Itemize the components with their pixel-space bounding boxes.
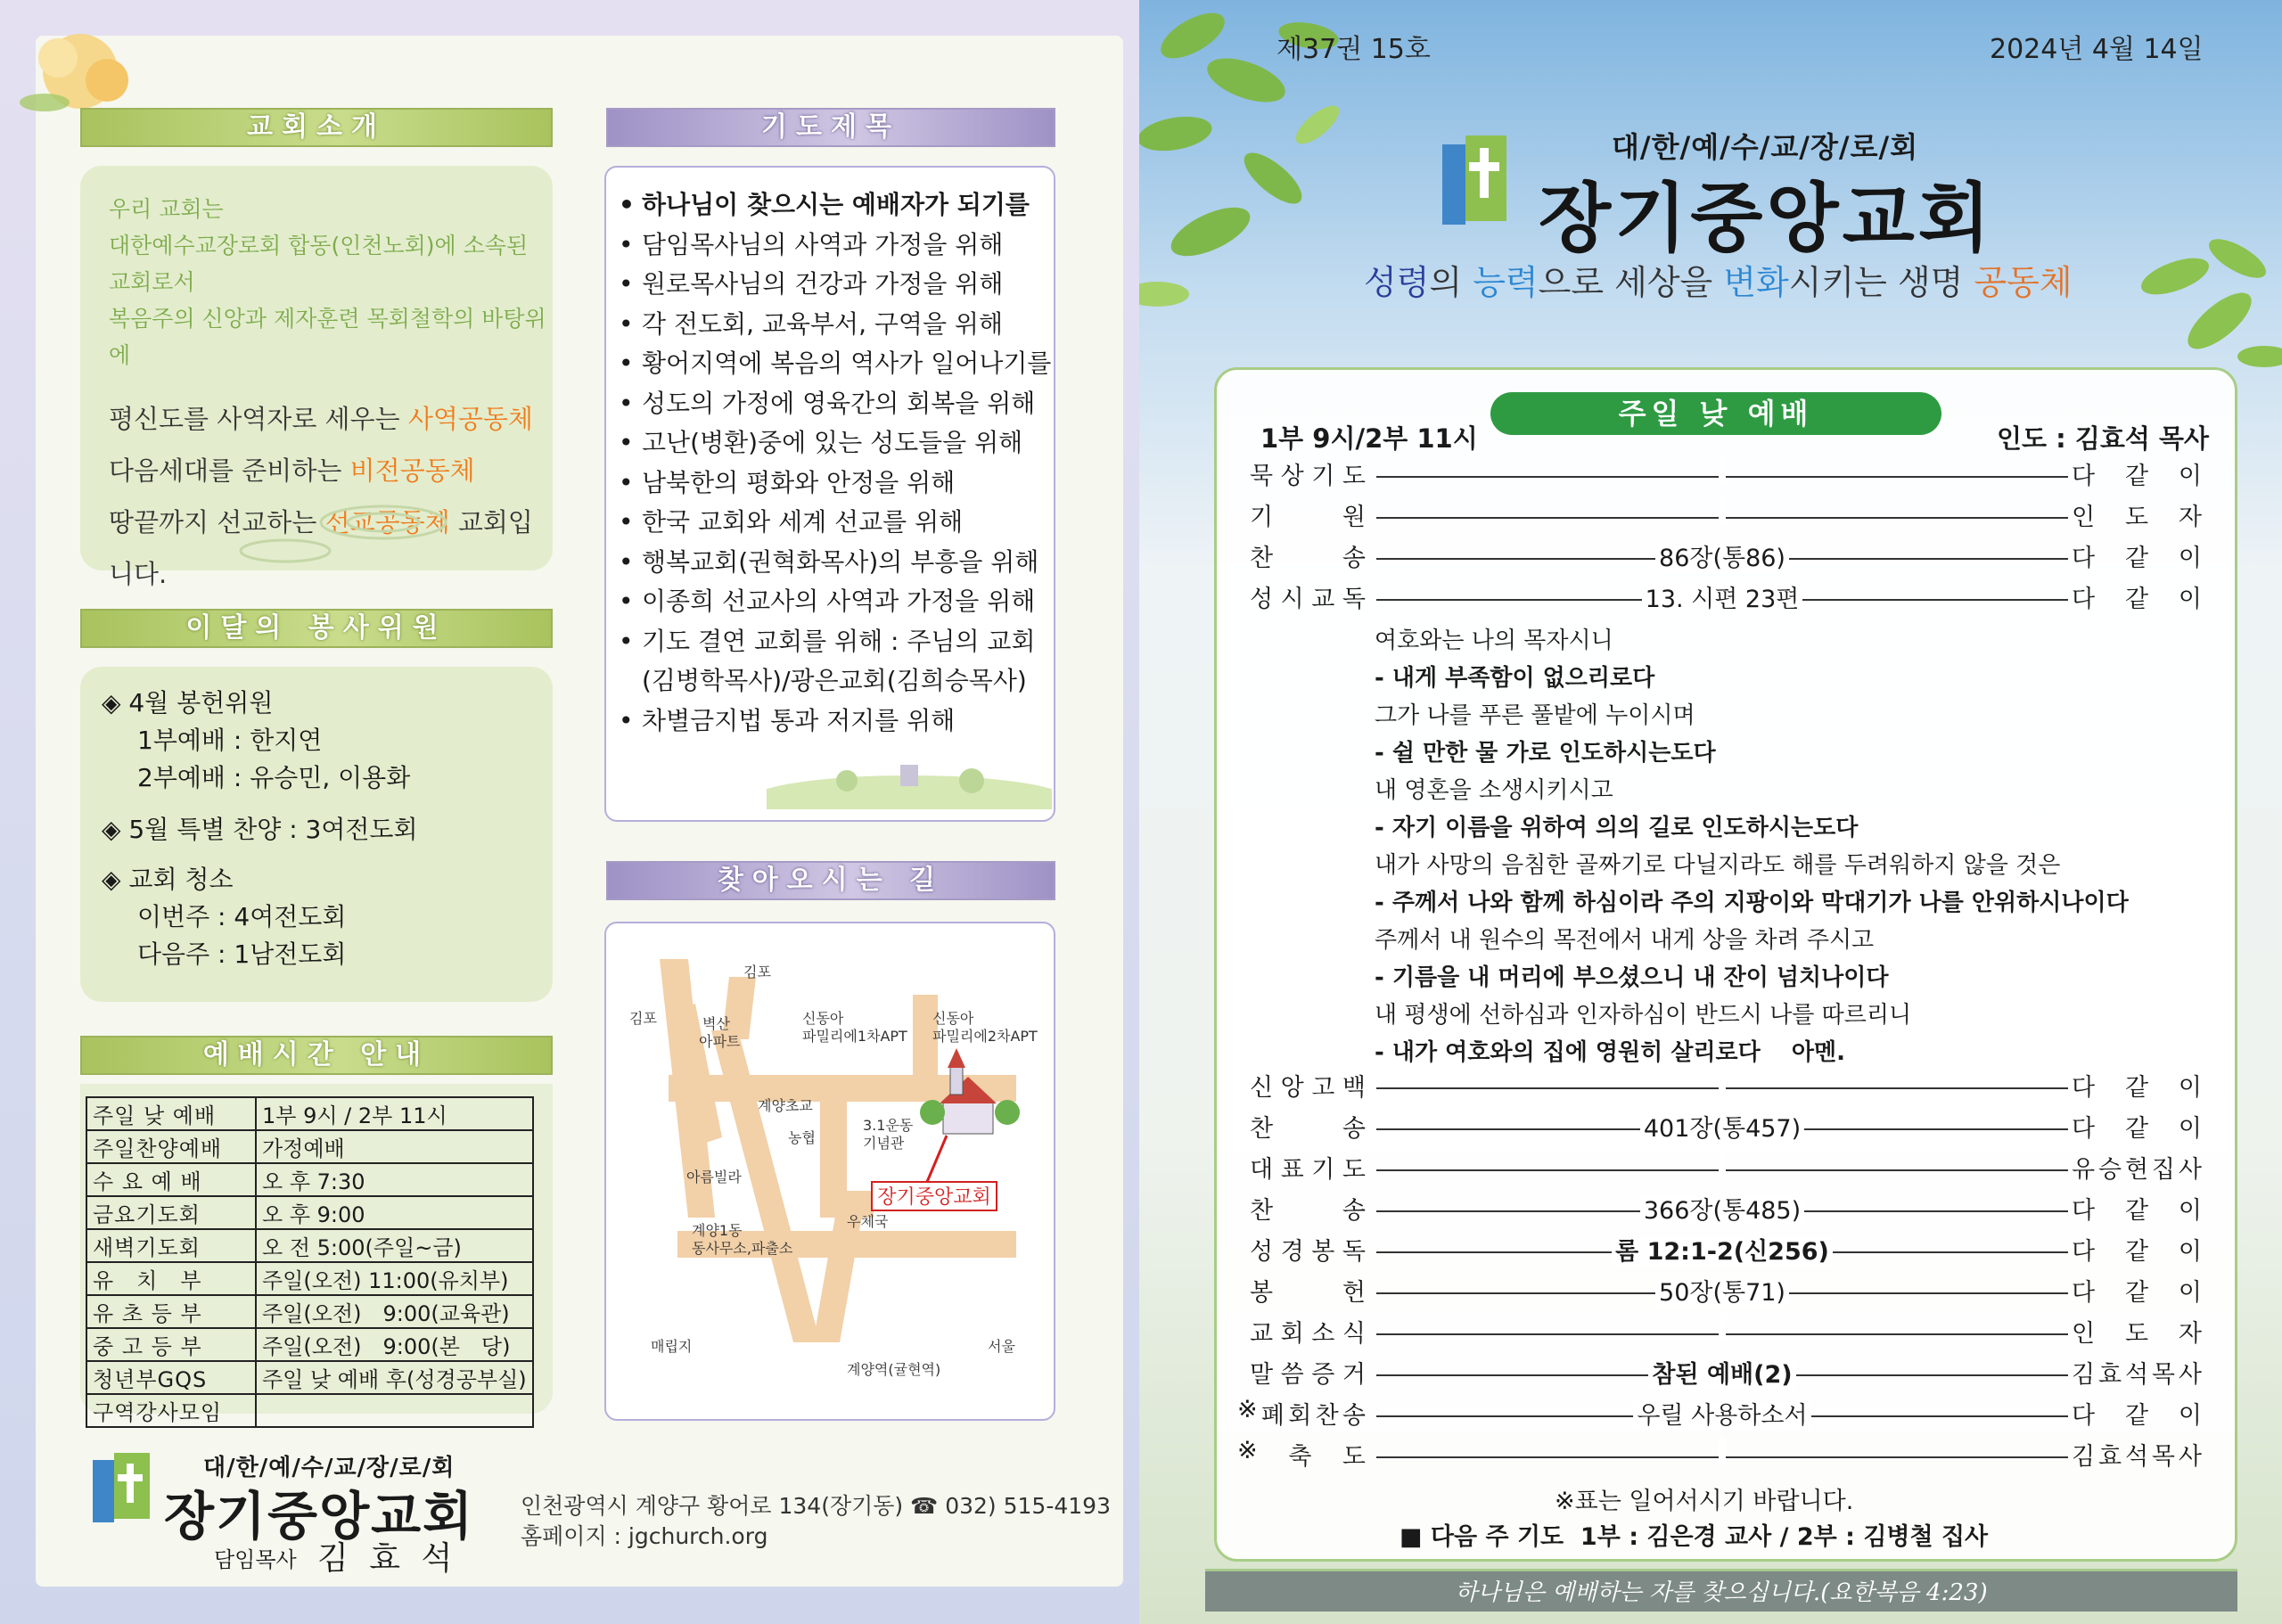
map-label: 매립지: [651, 1338, 693, 1355]
responsive-reading: [1375, 622, 2129, 1071]
order-label: 찬 송: [1250, 1115, 1366, 1143]
order-person: 다 같 이: [2072, 1279, 2202, 1307]
list-item: • 남북한의 평화와 안정을 위해: [619, 463, 1051, 504]
table-row: 금요기도회 오 후 9:00: [86, 1196, 533, 1229]
order-detail: [1376, 1396, 2068, 1431]
reading-line: - 기름을 내 머리에 부으셨으니 내 잔이 넘치나이다: [1375, 964, 1889, 991]
motto: [1364, 255, 2073, 304]
order-row: [1250, 1109, 2202, 1150]
servants-box: [80, 667, 553, 1002]
servants-head: ◈ 교회 청소: [102, 865, 234, 894]
motto-part: 으로 세상을: [1538, 263, 1724, 302]
intro-text: 복음주의 신앙과 제자훈련 목회철학의 바탕위에: [109, 306, 546, 368]
prayer-title: 기도제목: [606, 108, 1055, 147]
order-label: 묵 상 기 도: [1250, 463, 1366, 490]
order-detail: [1376, 1232, 2068, 1267]
order-detail-text: 366장(통485): [1640, 1197, 1804, 1225]
table-row: 구역강사모임: [86, 1394, 533, 1427]
order-person: 김 효 석 목 사: [2072, 1443, 2202, 1471]
order-detail-text: 참된 예배(2): [1648, 1361, 1795, 1389]
header-denomination: 대/한/예/수/교/장/로/회: [1612, 130, 1919, 164]
list-item: • 성도의 가정에 영육간의 회복을 위해: [619, 384, 1051, 424]
church-logo-icon: [1442, 135, 1506, 230]
order-label: 성 시 교 독: [1250, 586, 1366, 613]
order-detail: [1376, 1314, 2068, 1341]
list-item: • 원로목사님의 건강과 가정을 위해: [619, 265, 1051, 305]
map-label: 3.1운동: [863, 1117, 914, 1134]
order-detail: [1376, 579, 2068, 614]
servants-title: 이달의 봉사위원: [80, 609, 553, 648]
service-title: 주일 낮 예배: [1490, 392, 1941, 435]
order-person: 다 같 이: [2072, 545, 2202, 572]
church-logo-icon: [93, 1453, 150, 1526]
reading-line: 여호와는 나의 목자시니: [1375, 627, 1613, 654]
footer-church-name: 장기중앙교회: [164, 1486, 475, 1546]
order-detail: [1376, 1355, 2068, 1390]
list-item: (김병학목사)/광은교회(김희승목사): [642, 666, 1027, 695]
list-item: • 고난(병환)중에 있는 성도들을 위해: [619, 423, 1051, 463]
motto-part: 성령: [1364, 263, 1430, 302]
order-row: [1250, 579, 2202, 620]
order-detail-text: 86장(통86): [1655, 545, 1789, 572]
intro-text: 대한예수교장로회 합동(인천노회)에 소속된 교회로서: [109, 233, 529, 295]
order-person: 김 효 석 목 사: [2072, 1361, 2202, 1389]
reading-line: - 주께서 나와 함께 하심이라 주의 지팡이와 막대기가 나를 안위하시나이다: [1375, 890, 2129, 916]
map-label: 신동아: [802, 1010, 844, 1027]
list-item: • 담임목사님의 사역과 가정을 위해: [619, 226, 1051, 266]
header-church-name: 장기중앙교회: [1539, 175, 1994, 262]
order-detail: [1376, 497, 2068, 525]
order-person: 다 같 이: [2072, 1402, 2202, 1430]
reading-line: 그가 나를 푸른 풀밭에 누이시며: [1375, 702, 1695, 729]
order-label: ※ 축 도: [1237, 1437, 1366, 1471]
order-detail: [1376, 1437, 2068, 1464]
reading-line: 내 영혼을 소생시키시고: [1375, 777, 1613, 804]
order-row: [1250, 497, 2202, 538]
footer-denomination: 대/한/예/수/교/장/로/회: [203, 1455, 456, 1481]
order-detail-text: 롬 12:1-2(신256): [1612, 1238, 1833, 1266]
map-label-church: 장기중앙교회: [877, 1186, 991, 1209]
intro-box: [80, 166, 553, 589]
bulletin-date: 2024년 4월 14일: [1990, 34, 2204, 65]
map-label: 계양초교: [758, 1097, 813, 1114]
intro-title: 교회소개: [80, 108, 553, 147]
order-row: [1250, 456, 2202, 497]
map-label: 계양1동: [692, 1222, 743, 1239]
order-row: [1237, 1396, 2202, 1437]
order-person: 다 같 이: [2072, 1197, 2202, 1225]
map-label: 동사무소,파출소: [692, 1240, 793, 1257]
motto-part: 공동체: [1974, 263, 2073, 302]
order-detail-text: [1719, 497, 1726, 525]
footer-pastor: 김 효 석: [317, 1540, 458, 1577]
map-label: 벽산: [702, 1015, 730, 1032]
list-item: • 한국 교회와 세계 선교를 위해: [619, 503, 1051, 543]
order-detail-text: 50장(통71): [1655, 1279, 1789, 1307]
ripple-decoration: [214, 487, 481, 567]
table-row: 주일찬양예배 가정예배: [86, 1130, 533, 1163]
prayer-box: [604, 166, 1055, 822]
servants-item: 다음주 : 1남전도회: [137, 939, 347, 969]
footer-homepage: 홈페이지 : jgchurch.org: [521, 1523, 768, 1549]
order-person: 다 같 이: [2072, 1115, 2202, 1143]
order-row: [1250, 1314, 2202, 1355]
order-label: ※ 폐 회 찬 송: [1237, 1396, 1366, 1430]
intro-line: 평신도를 사역자로 세우는 사역공동체: [109, 404, 533, 434]
order-row: [1250, 1355, 2202, 1396]
map-label: 우체국: [847, 1213, 889, 1230]
landscape-decoration: [767, 738, 1052, 809]
reading-line: - 내게 부족함이 없으리로다: [1375, 665, 1655, 692]
left-page: [0, 0, 1139, 1624]
reading-line: 주께서 내 원수의 목전에서 내게 상을 차려 주시고: [1375, 927, 1875, 954]
order-label: 기 원: [1250, 504, 1366, 531]
order-person: 다 같 이: [2072, 586, 2202, 613]
footer-address: 인천광역시 계양구 황어로 134(장기동) ☎ 032) 515-4193: [521, 1493, 1111, 1519]
order-label: 봉 헌: [1250, 1279, 1366, 1307]
map-label: 김포: [743, 964, 771, 980]
order-row: [1250, 1150, 2202, 1191]
reading-line: - 자기 이름을 위하여 의의 길로 인도하시는도다: [1375, 815, 1859, 841]
schedule-title: 예배시간 안내: [80, 1036, 553, 1075]
order-row: [1250, 1232, 2202, 1273]
order-detail: [1376, 1068, 2068, 1095]
service-leader: 인도 : 김효석 목사: [1997, 423, 2209, 454]
table-row: 유 초 등 부 주일(오전) 9:00(교육관): [86, 1295, 533, 1328]
order-detail-text: 우릴 사용하소서: [1633, 1402, 1810, 1430]
list-item: • 행복교회(권혁화목사)의 부흥을 위해: [619, 543, 1051, 583]
order-row: [1250, 1273, 2202, 1314]
next-week-prayer: ■ 다음 주 기도 1부 : 김은경 교사 / 2부 : 김병철 집사: [1400, 1523, 1989, 1551]
list-item: • 차별금지법 통과 저지를 위해: [619, 701, 1051, 742]
map-label: 아파트: [699, 1033, 741, 1050]
order-detail: [1376, 1273, 2068, 1308]
order-label: 찬 송: [1250, 545, 1366, 572]
table-row: 중 고 등 부 주일(오전) 9:00(본 당): [86, 1328, 533, 1361]
list-item: • 황어지역에 복음의 역사가 일어나기를: [619, 344, 1051, 384]
servants-item: 2부예배 : 유승민, 이용화: [137, 763, 411, 792]
reading-line: - 쉴 만한 물 가로 인도하시는도다: [1375, 740, 1716, 767]
order-label: 신 앙 고 백: [1250, 1074, 1366, 1102]
map-label: 아름빌라: [686, 1169, 742, 1185]
map-label: 기념관: [863, 1135, 905, 1152]
table-row: 수 요 예 배 오 후 7:30: [86, 1163, 533, 1196]
list-item: • 기도 결연 교회를 위해 : 주님의 교회: [619, 622, 1051, 662]
schedule-table: [86, 1096, 534, 1428]
order-person: 인 도 자: [2072, 504, 2202, 531]
stand-note: ※표는 일어서시기 바랍니다.: [1555, 1488, 1854, 1515]
map-label: 신동아: [932, 1010, 974, 1027]
servants-item: 1부예배 : 한지연: [137, 726, 323, 755]
table-row: 청년부GQS 주일 낮 예배 후(성경공부실): [86, 1361, 533, 1394]
list-item: • 하나님이 찾으시는 예배자가 되기를: [619, 185, 1051, 226]
order-person: 다 같 이: [2072, 463, 2202, 490]
directions-map: [606, 923, 1055, 1421]
order-detail: [1376, 1191, 2068, 1226]
map-label: 파밀리에1차APT: [802, 1028, 907, 1045]
map-label: 농협: [788, 1129, 816, 1146]
reading-line: 내 평생에 선하심과 인자하심이 반드시 나를 따르리니: [1375, 1002, 1912, 1029]
reading-line: - 내가 여호와의 집에 영원히 살리로다 아멘.: [1375, 1039, 1845, 1066]
order-detail-text: [1719, 1314, 1726, 1341]
order-row: [1250, 538, 2202, 579]
motto-part: 변화: [1723, 263, 1789, 302]
directions-title: 찾아오시는 길: [606, 861, 1055, 900]
order-detail: [1376, 1150, 2068, 1177]
map-box: [604, 922, 1055, 1421]
intro-line: 땅끝까지 선교하는 선교공동체 교회입니다.: [109, 507, 533, 589]
intro-text: 우리 교회는: [109, 196, 224, 222]
motto-part: 능력: [1473, 263, 1539, 302]
motto-part: 시키는 생명: [1788, 263, 1974, 302]
map-label: 파밀리에2차APT: [932, 1028, 1038, 1045]
service-time: 1부 9시/2부 11시: [1260, 423, 1478, 454]
servants-item: 이번주 : 4여전도회: [137, 902, 347, 931]
list-item: • 각 전도회, 교육부서, 구역을 위해: [619, 305, 1051, 345]
prayer-list: [619, 185, 1051, 741]
map-label: 김포: [629, 1010, 657, 1027]
reading-line: 내가 사망의 음침한 골짜기로 다닐지라도 해를 두려워하지 않을 것은: [1375, 852, 2061, 879]
order-detail: [1376, 456, 2068, 484]
order-detail-text: [1719, 456, 1726, 484]
list-item: • 이종희 선교사의 사역과 가정을 위해: [619, 582, 1051, 622]
order-label: 찬 송: [1250, 1197, 1366, 1225]
motto-part: 의: [1429, 263, 1473, 302]
map-label: 계양역(귤현역): [847, 1361, 941, 1378]
table-row: 새벽기도회 오 전 5:00(주일~금): [86, 1229, 533, 1262]
table-row: 주일 낮 예배 1부 9시 / 2부 11시: [86, 1097, 533, 1130]
servants-head: ◈ 5월 특별 찬양 : 3여전도회: [102, 815, 418, 844]
order-detail: [1376, 1109, 2068, 1144]
footer-pastor-label: 담임목사: [214, 1547, 297, 1572]
servants-head: ◈ 4월 봉헌위원: [102, 688, 274, 718]
order-label: 대 표 기 도: [1250, 1156, 1366, 1184]
order-row: [1250, 1068, 2202, 1109]
intro-line: 다음세대를 준비하는 비전공동체: [109, 455, 475, 486]
order-person: 다 같 이: [2072, 1238, 2202, 1266]
order-person: 인 도 자: [2072, 1320, 2202, 1348]
order-detail-text: [1719, 1068, 1726, 1095]
order-label: 말 씀 증 거: [1250, 1361, 1366, 1389]
order-person: 유 승 현 집 사: [2072, 1156, 2202, 1184]
bottom-verse: 하나님은 예배하는 자를 찾으십니다.(요한복음 4:23): [1455, 1579, 1988, 1606]
order-person: 다 같 이: [2072, 1074, 2202, 1102]
order-label: 성 경 봉 독: [1250, 1238, 1366, 1266]
order-detail-text: 401장(통457): [1640, 1115, 1804, 1143]
order-row: [1237, 1437, 2202, 1478]
table-row: 유 치 부 주일(오전) 11:00(유치부): [86, 1262, 533, 1295]
order-label: 교 회 소 식: [1250, 1320, 1366, 1348]
map-label: 서울: [988, 1338, 1015, 1355]
order-row: [1250, 1191, 2202, 1232]
order-detail-text: [1719, 1150, 1726, 1177]
order-detail-text: [1719, 1437, 1726, 1464]
volume-number: 제37권 15호: [1276, 34, 1431, 65]
order-detail-text: 13. 시편 23편: [1642, 586, 1803, 613]
order-detail: [1376, 538, 2068, 573]
